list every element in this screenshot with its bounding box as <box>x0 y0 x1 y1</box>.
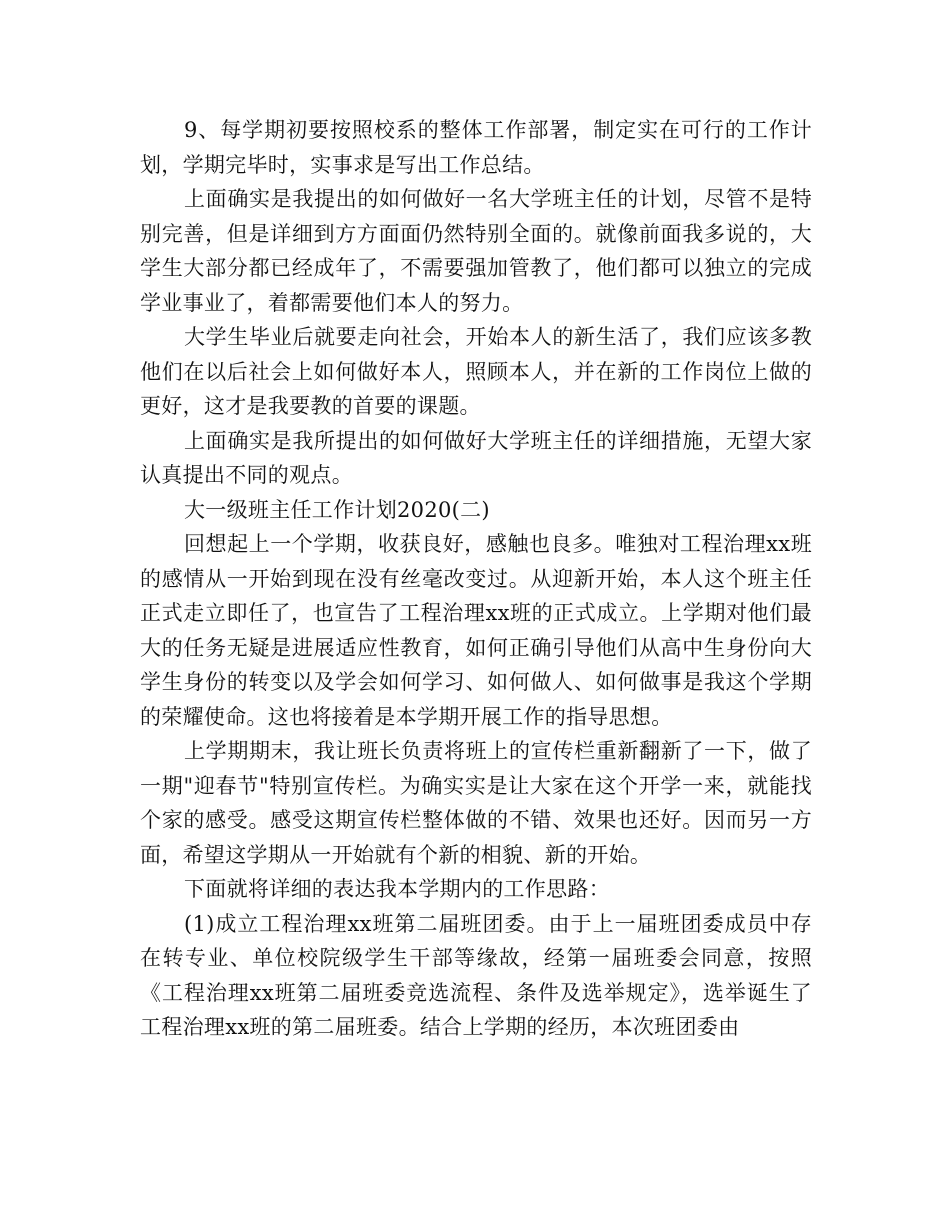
paragraph-2: 上面确实是我提出的如何做好一名大学班主任的计划，尽管不是特别完善，但是详细到方方面面仍然特别全面的。就像前面我多说的，大学生大部分都已经成年了，不需要强加管教了，他们都可以独立的完成学业事业了，着都需要他们本人的努力。 <box>140 187 812 315</box>
paragraph-4: 上面确实是我所提出的如何做好大学班主任的详细措施，无望大家认真提出不同的观点。 <box>140 428 812 487</box>
paragraph-3: 大学生毕业后就要走向社会，开始本人的新生活了，我们应该多教他们在以后社会上如何做好本人，照顾本人，并在新的工作岗位上做的更好，这才是我要教的首要的课题。 <box>140 325 812 418</box>
section-heading: 大一级班主任工作计划2020(二) <box>184 497 490 522</box>
document-body <box>140 113 812 1045</box>
paragraph-1: 9、每学期初要按照校系的整体工作部署，制定实在可行的工作计划，学期完毕时，实事求是写出工作总结。 <box>140 118 812 177</box>
paragraph-7: 下面就将详细的表达我本学期内的工作思路： <box>184 877 610 901</box>
paragraph-5: 回想起上一个学期，收获良好，感触也良多。唯独对工程治理xx班的感情从一开始到现在没有丝毫改变过。从迎新开始，本人这个班主任正式走立即任了，也宣告了工程治理xx班的正式成立。上学期对他们最大的任务无疑是进展适应性教育，如何正确引导他们从高中生身份向大学生身份的转变以及学会如何学习、如何做人、如何做事是我这个学期的荣耀使命。这也将接着是本学期开展工作的指导思想。 <box>140 532 812 729</box>
paragraph-8: (1)成立工程治理xx班第二届班团委。由于上一届班团委成员中存在转专业、单位校院级学生干部等缘故，经第一届班委会同意，按照《工程治理xx班第二届班委竞选流程、条件及选举规定》，选举诞生了工程治理xx班的第二届班委。结合上学期的经历，本次班团委由 <box>140 911 812 1039</box>
paragraph-6: 上学期期末，我让班长负责将班上的宣传栏重新翻新了一下，做了一期"迎春节"特别宣传栏。为确实实是让大家在这个开学一来，就能找个家的感受。感受这期宣传栏整体做的不错、效果也还好。因而另一方面，希望这学期从一开始就有个新的相貌、新的开始。 <box>140 739 812 867</box>
